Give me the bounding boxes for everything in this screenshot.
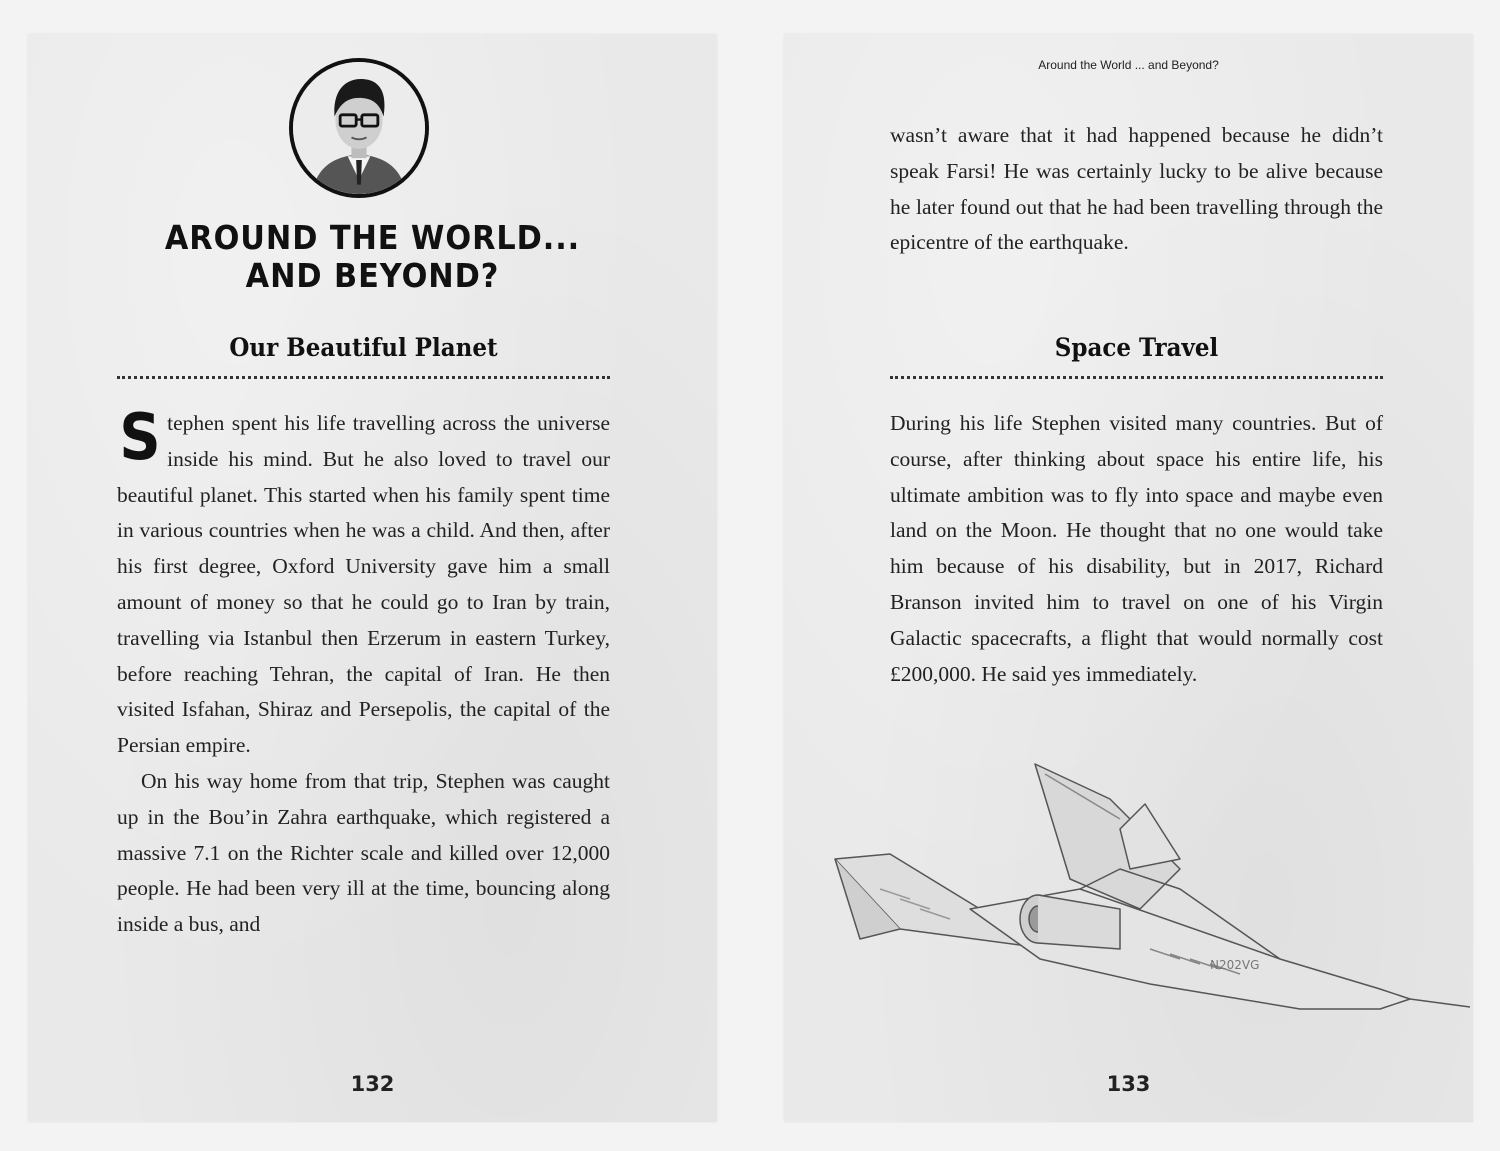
right-page [784,34,1473,1122]
section-heading-space: Space Travel [1054,333,1219,362]
paragraph-2: On his way home from that trip, Stephen was caught up in the Bou’in Zahra earthquake, which registered a massive 7.1 on the Richter scale and killed over 12,000 people. He had been very ill at the time, bouncing along inside a bus, and [117,768,610,937]
left-page [28,34,717,1122]
portrait-icon [289,58,429,198]
spaceplane-sketch-icon [820,759,1473,1029]
chapter-title-line1: AROUND THE WORLD... [164,218,581,257]
right-body-text [890,406,1383,692]
left-body-text [117,401,610,943]
paragraph-1-text: tephen spent his life travelling across the universe inside his mind. But he also loved to travel our beautiful planet. This started when his family spent time in various countries when he was a child. And then, after his first degree, Oxford University gave him a small amount of money so that he could go to Iran by train, travelling via Istanbul then Erzerum in eastern Turkey, before reaching Tehran, the capital of Iran. He then visited Isfahan, Shiraz and Persepolis, the capital of the Persian empire. [117,411,610,758]
drop-cap: S [119,401,161,475]
heading-divider [890,376,1383,379]
running-head: Around the World ... and Beyond? [1038,58,1219,72]
page-number-left: 132 [350,1072,395,1096]
continued-paragraph [890,118,1383,261]
svg-text:N202VG: N202VG [1210,958,1260,972]
heading-divider [117,376,610,379]
spaceplane-illustration [820,759,1473,1029]
portrait-illustration [293,62,425,194]
space-travel-paragraph: During his life Stephen visited many countries. But of course, after thinking about space his entire life, his ultimate ambition was to fly into space and maybe even land on the Moon. He thought that no one would take him because of his disability, but in 2017, Richard Branson invited him to travel on one of his Virgin Galactic spacecrafts, a flight that would normally cost £200,000. He said yes immediately. [890,411,1383,686]
chapter-title-line2: AND BEYOND? [245,256,500,295]
continued-paragraph-text: wasn’t aware that it had happened because he didn’t speak Farsi! He was certainly lucky to be alive because he later found out that he had been travelling through the epicentre of the earthquake. [890,123,1383,255]
paragraph-1 [117,401,610,764]
page-number-right: 133 [1106,1072,1151,1096]
section-heading-planet: Our Beautiful Planet [229,333,498,362]
